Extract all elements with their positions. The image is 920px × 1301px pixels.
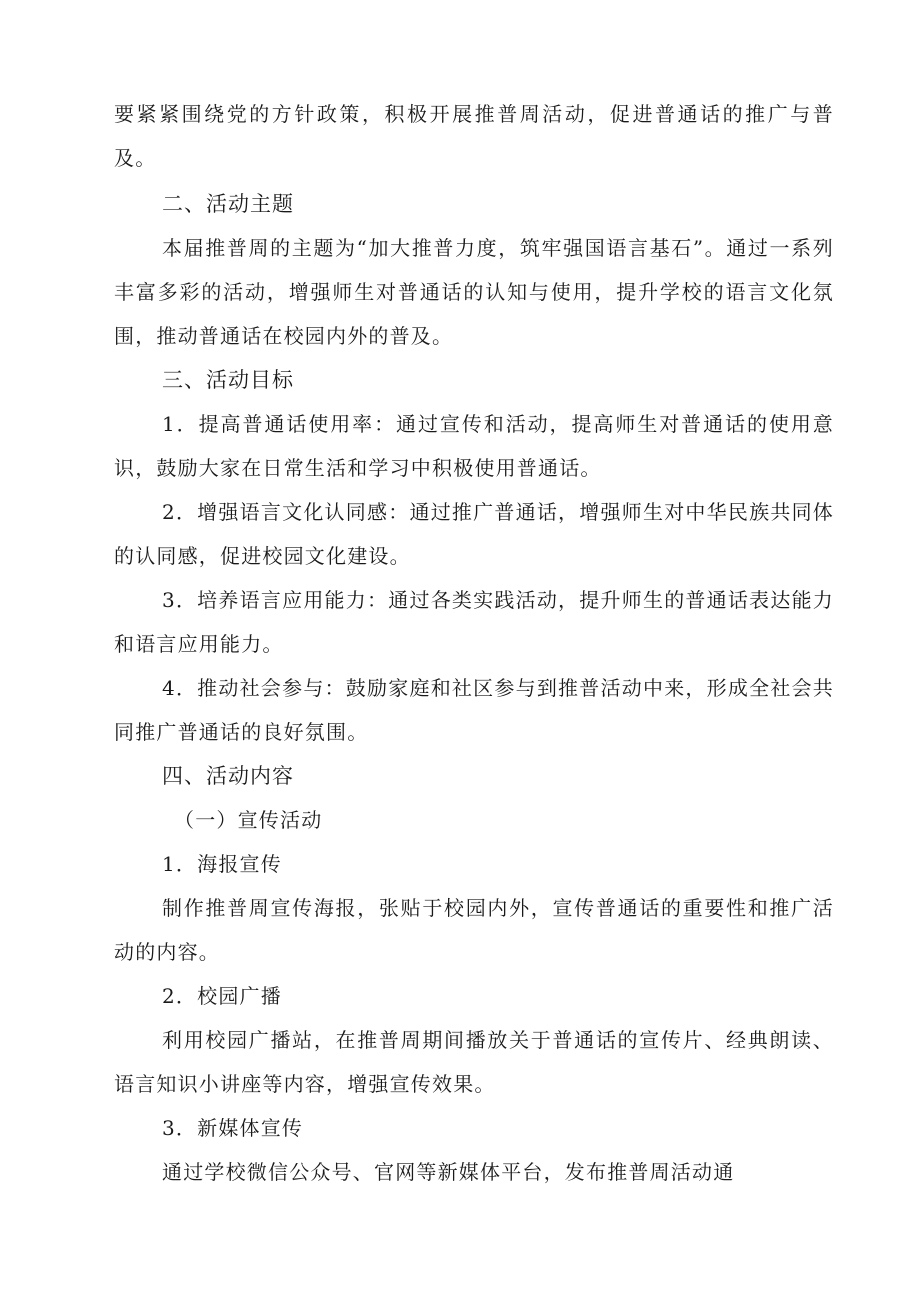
publicity-item-3-text: 通过学校微信公众号、官网等新媒体平台，发布推普周活动通: [162, 1160, 735, 1184]
section-heading-content: 四、活动内容: [162, 764, 294, 788]
section-heading-theme: 二、活动主题: [162, 192, 294, 216]
publicity-item-2-title: 2．校园广播: [162, 984, 282, 1008]
goal-item-4: 4．推动社会参与：鼓励家庭和社区参与到推普活动中来，形成全社会共同推广普通话的良好氛围。: [114, 676, 834, 744]
goal-item-1: 1．提高普通话使用率：通过宣传和活动，提高师生对普通话的使用意识，鼓励大家在日常生活和学习中积极使用普通话。: [114, 412, 834, 480]
publicity-item-2-text: 利用校园广播站，在推普周期间播放关于普通话的宣传片、经典朗读、语言知识小讲座等内容，增强宣传效果。: [114, 1028, 834, 1096]
intro-paragraph-tail: 要紧紧围绕党的方针政策，积极开展推普周活动，促进普通话的推广与普及。: [114, 102, 834, 170]
publicity-item-1-text: 制作推普周宣传海报，张贴于校园内外，宣传普通话的重要性和推广活动的内容。: [114, 896, 834, 964]
section-heading-goals: 三、活动目标: [162, 368, 294, 392]
subsection-heading-publicity: （一）宣传活动: [174, 808, 323, 832]
goal-item-3: 3．培养语言应用能力：通过各类实践活动，提升师生的普通话表达能力和语言应用能力。: [114, 588, 834, 656]
publicity-item-3-title: 3．新媒体宣传: [162, 1116, 304, 1140]
goal-item-2: 2．增强语言文化认同感：通过推广普通话，增强师生对中华民族共同体的认同感，促进校园文化建设。: [114, 500, 834, 568]
publicity-item-1-title: 1．海报宣传: [162, 852, 282, 876]
theme-paragraph: 本届推普周的主题为“加大推普力度，筑牢强国语言基石”。通过一系列丰富多彩的活动，增强师生对普通话的认知与使用，提升学校的语言文化氛围，推动普通话在校园内外的普及。: [114, 236, 834, 348]
